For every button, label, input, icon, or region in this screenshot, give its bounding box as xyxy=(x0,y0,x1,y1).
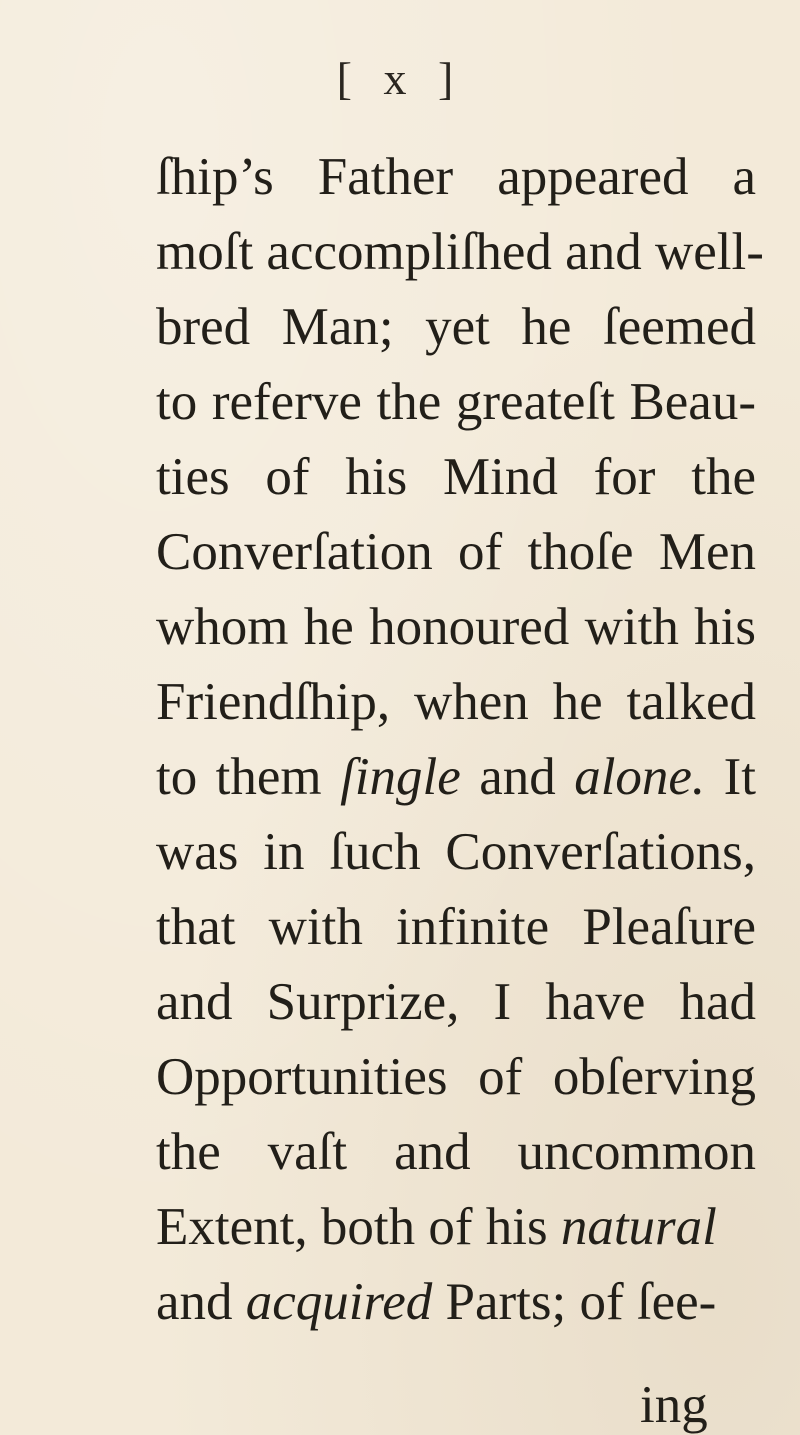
text-segment: It xyxy=(705,748,756,806)
text-line-8: Friendſhip, when he talked xyxy=(156,673,756,731)
text-line-11: that with infinite Pleaſure xyxy=(156,898,756,956)
text-line-16 xyxy=(156,1265,756,1340)
text-line-6: Converſation of thoſe Men xyxy=(156,523,756,581)
text-segment: Extent, both of his xyxy=(156,1198,561,1256)
italic-word: alone. xyxy=(574,748,706,806)
body-text xyxy=(156,140,764,1340)
italic-word: acquired xyxy=(245,1273,433,1331)
text-segment: Parts; of ſee- xyxy=(432,1273,717,1331)
page-number: [ x ] xyxy=(336,53,464,104)
text-line-13: Opportunities of obſerving xyxy=(156,1048,756,1106)
text-line-5: ties of his Mind for the xyxy=(156,448,756,506)
text-line-15 xyxy=(156,1190,756,1265)
text-segment: to them xyxy=(156,748,341,806)
text-line-10: was in ſuch Converſations, xyxy=(156,823,756,881)
text-line-1: ſhip’s Father appeared a xyxy=(156,148,756,206)
text-line-12: and Surprize, I have had xyxy=(156,973,756,1031)
text-segment: and xyxy=(460,748,575,806)
text-segment: and xyxy=(156,1273,246,1331)
italic-word: natural xyxy=(560,1198,717,1256)
text-line-14: the vaſt and uncommon xyxy=(156,1123,756,1181)
text-line-3: bred Man; yet he ſeemed xyxy=(156,298,756,356)
text-line-9 xyxy=(156,740,756,815)
text-line-4: to referve the greateſt Beau- xyxy=(156,373,756,431)
catchword: ing xyxy=(640,1376,708,1434)
italic-word: ſingle xyxy=(340,748,461,806)
text-line-7: whom he honoured with his xyxy=(156,598,756,656)
text-line-2: moſt accompliſhed and well- xyxy=(156,223,764,281)
